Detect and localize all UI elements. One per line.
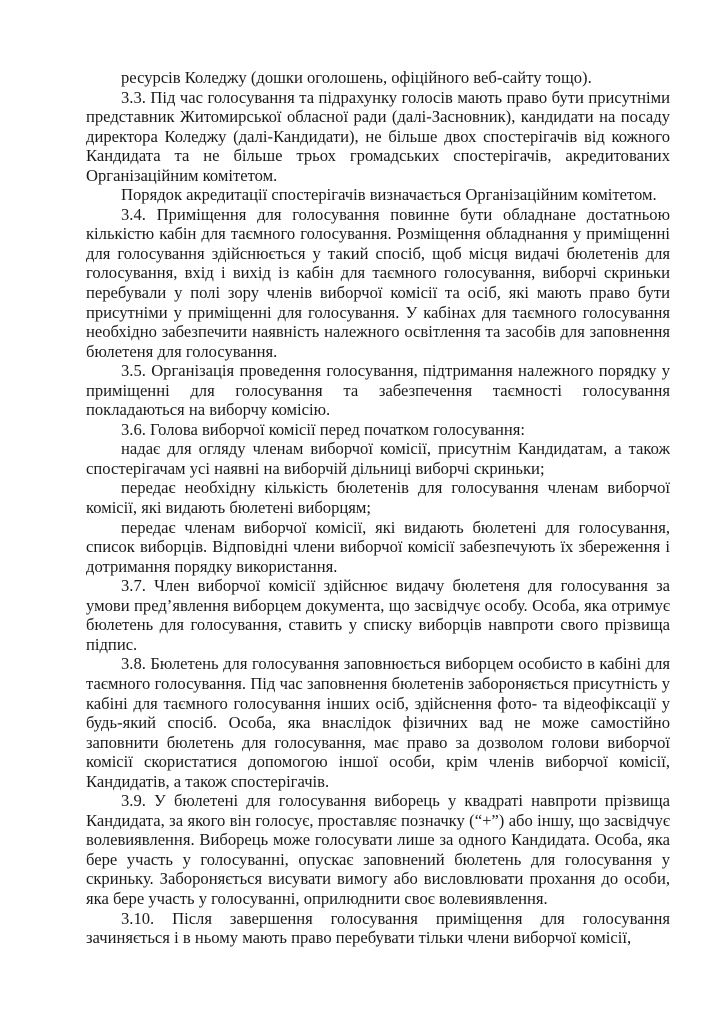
paragraph-3-5: 3.5. Організація проведення голосування, підтримання належного порядку у приміщенні для голосування та забезпечення таємності голосування покладаються на виборчу комісію.: [86, 361, 670, 420]
paragraph-accreditation-order: Порядок акредитації спостерігачів визначається Організаційним комітетом.: [121, 185, 657, 205]
paragraph-3-6: 3.6. Голова виборчої комісії перед початком голосування:: [121, 419, 526, 439]
paragraph-3-6-item-2: передає необхідну кількість бюлетенів для голосування членам виборчої комісії, які видають бюлетені виборцям;: [86, 478, 670, 518]
paragraph-3-7: 3.7. Член виборчої комісії здійснює видачу бюлетеня для голосування за умови пред’явлення виборцем документа, що засвідчує особу. Особа, яка отримує бюлетень для голосування, ставить у списку виборців навпроти свого прізвища підпис.: [86, 576, 670, 654]
paragraph-3-4: 3.4. Приміщення для голосування повинне бути обладнане достатньою кількістю кабін для таємного голосування. Розміщення обладнання у приміщенні для голосування здійснюється у такий спосіб, щоб місця видачі бюлетенів для голосування, вхід і вихід із кабін для таємного голосування, виборчі скриньки перебували у полі зору членів виборчої комісії та осіб, які мають право бути присутніми у приміщенні для голосування. У кабінах для таємного голосування необхідно забезпечити наявність належного освітлення та засобів для заповнення бюлетеня для голосування.: [86, 204, 670, 361]
paragraph-3-6-item-1: надає для огляду членам виборчої комісії, присутнім Кандидатам, а також спостерігачам усі наявні на виборчій дільниці виборчі скриньки;: [86, 439, 670, 478]
paragraph-3-8: 3.8. Бюлетень для голосування заповнюється виборцем особисто в кабіні для таємного голосування. Під час заповнення бюлетенів забороняється присутність у кабіні для таємного голосування інших осіб, здійснення фото- та відеофіксації у будь-який спосіб. Особа, яка внаслідок фізичних вад не може самостійно заповнити бюлетень для голосування, має право за дозволом голови виборчої комісії скористатися допомогою іншої особи, крім членів виборчої комісії, Кандидатів, а також спостерігачів.: [86, 654, 670, 791]
paragraph-3-9: 3.9. У бюлетені для голосування виборець у квадраті навпроти прізвища Кандидата, за якого він голосує, проставляє позначку (“+”) або іншу, що засвідчує волевиявлення. Виборець може голосувати лише за одного Кандидата. Особа, яка бере участь у голосуванні, опускає заповнений бюлетень для голосування у скриньку. Забороняється висувати вимогу або висловлювати прохання до особи, яка бере участь у голосуванні, оприлюднити своє волевиявлення.: [86, 791, 670, 908]
paragraph-continuation-resources: ресурсів Коледжу (дошки оголошень, офіційного веб-сайту тощо).: [121, 68, 592, 87]
paragraph-3-10: 3.10. Після завершення голосування приміщення для голосування зачиняється і в ньому мають право перебувати тільки члени виборчої комісії,: [86, 908, 670, 948]
document-page: [86, 68, 670, 948]
paragraph-3-6-item-3: передає членам виборчої комісії, які видають бюлетені для голосування, список виборців. Відповідні члени виборчої комісії забезпечують їх збереження і дотримання порядку використання.: [86, 517, 670, 576]
paragraph-3-3: 3.3. Під час голосування та підрахунку голосів мають право бути присутніми представник Житомирської обласної ради (далі-Засновник), кандидати на посаду директора Коледжу (далі-Кандидати), не більше двох спостерігачів від кожного Кандидата та не більше трьох громадських спостерігачів, акредитованих Організаційним комітетом.: [86, 87, 670, 185]
